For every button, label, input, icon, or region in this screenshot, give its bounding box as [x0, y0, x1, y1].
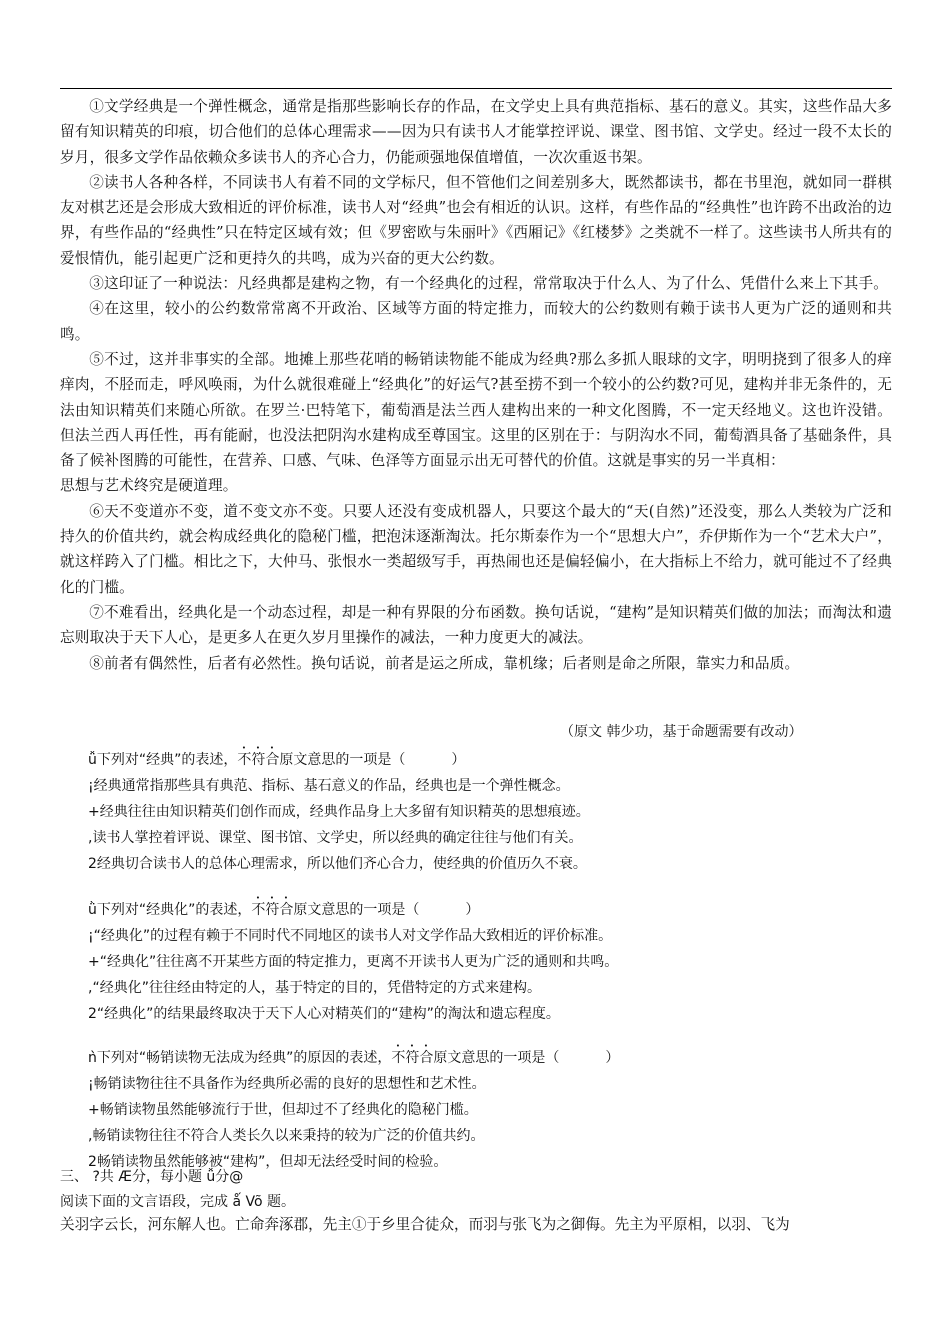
section-instruction: 阅读下面的文言语段，完成 ǻ Võ 题。	[60, 1194, 295, 1210]
paragraph-6: ⑥天不变道亦不变，道不变文亦不变。只要人还没有变成机器人，只要这个最大的“天(自然)”还没变，那么人类较为广泛和持久的价值共约，就会构成经典化的隐秘门槛，把泡沫逐渐淘汰。托尔斯泰作为一个“思想大户”，乔伊斯作为一个“艺术大户”，就这样跨入了门槛。相比之下，大仲马、张恨水一类超级写手，再热闹也还是偏轻偏小，在大指标上不给力，就可能过不了经典化的门槛。	[60, 502, 892, 596]
classical-text: 关羽字云长，河东解人也。亡命奔涿郡，先主①于乡里合徒众，而羽与张飞为之御侮。先主为平原相，以羽、飞为	[60, 1216, 790, 1233]
question-3-option-b[interactable]: +畅销读物虽然能够流行于世，但却过不了经典化的隐秘门槛。	[88, 1102, 478, 1118]
question-1-option-a[interactable]: ¡经典通常指那些具有典范、指标、基石意义的作品，经典也是一个弹性概念。	[88, 778, 570, 794]
section-heading: 三、 ?共 Æ分，每小题 ǚ分@	[60, 1169, 244, 1185]
question-2-option-d[interactable]: 2“经典化”的结果最终取决于天下人心对精英们的“建构”的淘汰和遗忘程度。	[88, 1006, 560, 1022]
emphasis-not-match: 不符合	[251, 902, 294, 918]
paragraph-4: ④在这里，较小的公约数常常离不开政治、区域等方面的特定推力，而较大的公约数则有赖于读书人更为广泛的通则和共鸣。	[60, 300, 892, 343]
question-2-option-b[interactable]: +“经典化”往往离不开某些方面的特定推力，更离不开读书人更为广泛的通则和共鸣。	[88, 954, 619, 970]
question-1-stem: ǚ下列对“经典”的表述，不符合原文意思的一项是（ ）	[88, 752, 466, 768]
paragraph-3: ③这印证了一种说法：凡经典都是建构之物，有一个经典化的过程，常常取决于什么人、为了什么、凭借什么来上下其手。	[89, 275, 889, 293]
paragraph-5-conclusion: 思想与艺术终究是硬道理。	[60, 477, 238, 495]
paragraph-5: ⑤不过，这并非事实的全部。地摊上那些花哨的畅销读物能不能成为经典?那么多抓人眼球的文字，明明挠到了很多人的痒痒肉，不胫而走，呼风唤雨，为什么就很难碰上“经典化”的好运气?甚至捞不到一个较小的公约数?可见，建构并非无条件的，无法由知识精英们来随心所欲。在罗兰·巴特笔下，葡萄酒是法兰西人建构出来的一种文化图腾，不一定天经地义。这也许没错。但法兰西人再任性，再有能耐，也没法把阴沟水建构成至尊国宝。这里的区别在于：与阴沟水不同，葡萄酒具备了基础条件，具备了候补图腾的可能性，在营养、口感、气味、色泽等方面显示出无可替代的价值。这就是事实的另一半真相：	[60, 350, 892, 470]
source-attribution: （原文 韩少功，基于命题需要有改动）	[560, 724, 803, 740]
question-1-option-c[interactable]: ,读书人掌控着评说、课堂、图书馆、文学史，所以经典的确定往往与他们有关。	[88, 830, 583, 846]
reading-passage	[60, 94, 892, 676]
question-3	[88, 1042, 619, 1175]
emphasis-not-match: 不符合	[237, 752, 280, 768]
question-1	[88, 744, 590, 877]
paragraph-2: ②读书人各种各样，不同读书人有着不同的文学标尺，但不管他们之间差别多大，既然都读书，都在书里泡，就如同一群棋友对棋艺还是会形成大致相近的评价标准，读书人对“经典”也会有相近的认识。这样，有些作品的“经典性”也许跨不出政治的边界，有些作品的“经典性”只在特定区域有效；但《罗密欧与朱丽叶》《西厢记》《红楼梦》之类就不一样了。这些读书人所共有的爱恨情仇，能引起更广泛和更持久的共鸣，成为兴奋的更大公约数。	[60, 173, 892, 267]
question-2	[88, 894, 618, 1027]
question-3-option-a[interactable]: ¡畅销读物往往不具备作为经典所必需的良好的思想性和艺术性。	[88, 1076, 486, 1092]
paragraph-8: ⑧前者有偶然性，后者有必然性。换句话说，前者是运之所成，靠机缘；后者则是命之所限，靠实力和品质。	[89, 654, 800, 672]
question-1-option-d[interactable]: 2经典切合读书人的总体心理需求，所以他们齐心合力，使经典的价值历久不衰。	[88, 856, 587, 872]
question-3-option-c[interactable]: ,畅销读物往往不符合人类长久以来秉持的较为广泛的价值共约。	[88, 1128, 485, 1144]
question-2-option-a[interactable]: ¡“经典化”的过程有赖于不同时代不同地区的读书人对文学作品大致相近的评价标准。	[88, 928, 613, 944]
question-2-stem: ǜ下列对“经典化”的表述，不符合原文意思的一项是（ ）	[88, 902, 480, 918]
emphasis-not-match: 不符合	[391, 1050, 434, 1066]
top-rule	[60, 88, 892, 89]
question-2-option-c[interactable]: ,“经典化”往往经由特定的人，基于特定的目的，凭借特定的方式来建构。	[88, 980, 541, 996]
question-3-option-d[interactable]: 2畅销读物虽然能够被“建构”，但却无法经受时间的检验。	[88, 1154, 448, 1170]
question-3-stem: ǹ下列对“畅销读物无法成为经典”的原因的表述，不符合原文意思的一项是（ ）	[88, 1050, 620, 1066]
paragraph-1: ①文学经典是一个弹性概念，通常是指那些影响长存的作品，在文学史上具有典范指标、基石的意义。其实，这些作品大多留有知识精英的印痕，切合他们的总体心理需求——因为只有读书人才能掌控评说、课堂、图书馆、文学史。经过一段不太长的岁月，很多文学作品依赖众多读书人的齐心合力，仍能顽强地保值增值，一次次重返书架。	[60, 98, 892, 166]
question-1-option-b[interactable]: +经典往往由知识精英们创作而成，经典作品身上大多留有知识精英的思想痕迹。	[88, 804, 590, 820]
paragraph-7: ⑦不难看出，经典化是一个动态过程，却是一种有界限的分布函数。换句话说，“建构”是知识精英们做的加法；而淘汰和遗忘则取决于天下人心，是更多人在更久岁月里操作的减法，一种力度更大的减法。	[60, 603, 892, 647]
